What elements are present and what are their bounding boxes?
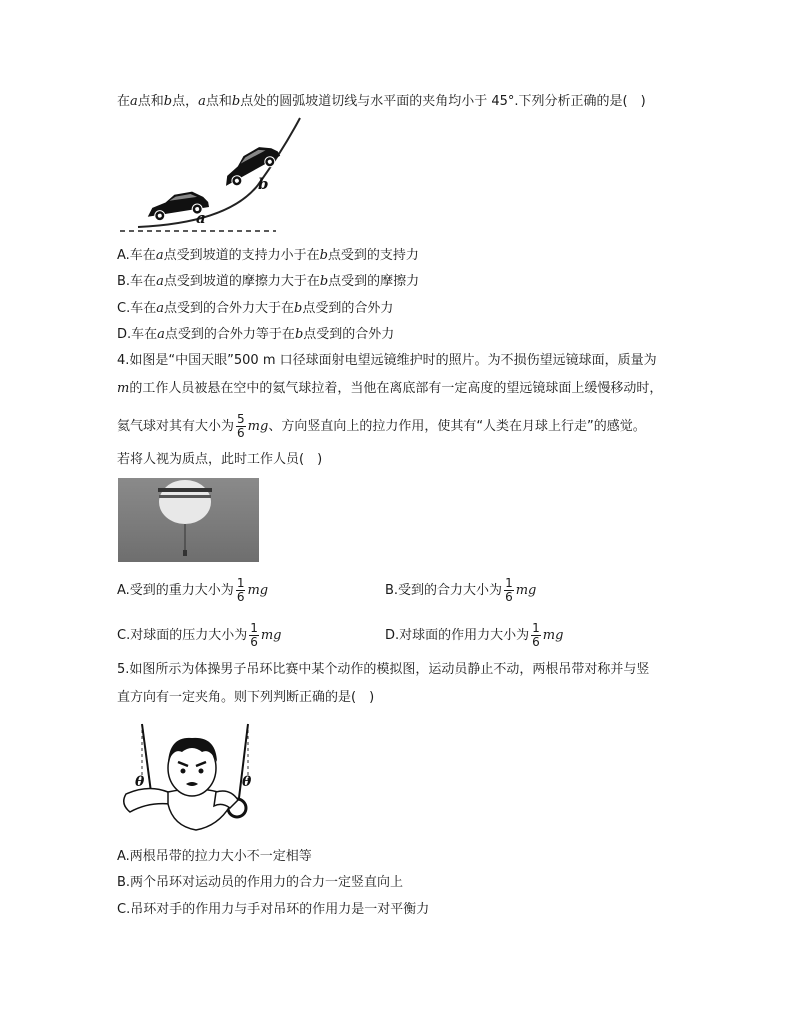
var-mg: mg	[247, 583, 269, 598]
gymnast-arm-right	[214, 791, 238, 808]
option-text: A.受到的重力大小为	[117, 583, 234, 598]
rings-figure	[118, 722, 258, 844]
var-mg: mg	[260, 628, 282, 643]
q4-stem-line1: 4.如图是“中国天眼”500 m 口径球面射电望远镜维护时的照片。为不损伤望远镜球面，质量为	[117, 353, 657, 368]
q5-stem-line2: 直方向有一定夹角。则下列判断正确的是( )	[117, 690, 375, 705]
q3-stem-part: 点和	[205, 94, 232, 109]
car-at-b	[218, 140, 283, 191]
label-b: b	[258, 175, 269, 193]
fraction-den: 6	[532, 635, 540, 649]
gymnast-eye-left	[181, 769, 186, 774]
q3-option-b[interactable]	[117, 273, 419, 291]
q4-option-d[interactable]	[385, 622, 563, 649]
q4-stem-text: 、方向竖直向上的拉力作用，使其有“人类在月球上行走”的感觉。	[268, 419, 646, 434]
option-text: 点受到的支持力	[327, 248, 419, 263]
option-text: C.对球面的压力大小为	[117, 628, 248, 643]
q5-stem-line1: 5.如图所示为体操男子吊环比赛中某个动作的模拟图，运动员静止不动，两根吊带对称并与竖	[117, 662, 650, 677]
ramp-figure	[118, 115, 308, 240]
option-var: a	[156, 274, 164, 289]
q4-option-b[interactable]	[385, 577, 536, 604]
option-text: A.车在	[117, 248, 156, 263]
q4-option-a[interactable]	[117, 577, 268, 604]
q3-var-b: b	[231, 94, 241, 109]
q4-option-c[interactable]	[117, 622, 282, 649]
fraction-den: 6	[237, 426, 245, 440]
option-text: 点受到的合外力大于在	[163, 301, 294, 316]
q5-option-b[interactable]: B.两个吊环对运动员的作用力的合力一定竖直向上	[117, 875, 404, 890]
q4-stem-line3	[117, 413, 646, 440]
q4-stem-text: 的工作人员被悬在空中的氦气球拉着，当他在离底部有一定高度的望远镜球面上缓慢移动时，	[129, 381, 663, 396]
q4-stem-line2	[117, 380, 662, 398]
q3-var-b: b	[163, 94, 173, 109]
fraction-num: 1	[505, 576, 513, 590]
q3-stem-part: 点和	[137, 94, 164, 109]
q3-option-d[interactable]	[117, 326, 394, 344]
q4-stem-line4: 若将人视为质点，此时工作人员( )	[117, 452, 323, 467]
option-var: b	[294, 301, 303, 316]
fraction	[236, 577, 246, 604]
option-var: b	[319, 248, 328, 263]
option-var: b	[319, 274, 329, 289]
q3-var-a: a	[198, 94, 206, 109]
fraction-num: 1	[250, 621, 258, 635]
label-a: a	[196, 209, 206, 227]
option-var: b	[294, 327, 304, 342]
q3-option-c[interactable]	[117, 300, 393, 318]
var-m: m	[117, 381, 130, 396]
option-text: B.车在	[117, 274, 157, 289]
option-var: a	[155, 248, 164, 263]
fraction	[531, 622, 541, 649]
option-var: a	[157, 327, 165, 342]
fraction-num: 1	[236, 576, 245, 590]
balloon-stripe	[159, 495, 211, 498]
theta-right-label: θ	[242, 774, 252, 790]
gymnast-eye-right	[199, 769, 204, 774]
fraction-den: 6	[505, 590, 513, 604]
q4-stem-text: 氦气球对其有大小为	[117, 419, 235, 434]
option-var: a	[156, 301, 164, 316]
fraction-num: 5	[237, 412, 245, 426]
q3-stem-part: 在	[117, 94, 131, 109]
option-text: 点受到的合外力等于在	[164, 327, 295, 342]
q3-stem	[117, 93, 646, 111]
option-text: D.对球面的作用力大小为	[385, 628, 530, 643]
balloon-stripe	[158, 488, 212, 492]
option-text: 点受到坡道的摩擦力大于在	[163, 274, 320, 289]
q5-option-a[interactable]: A.两根吊带的拉力大小不一定相等	[117, 849, 312, 864]
balloon-icon	[159, 480, 211, 524]
option-text: 点受到坡道的支持力小于在	[163, 248, 320, 263]
fraction	[236, 413, 246, 440]
fraction-num: 1	[532, 621, 540, 635]
q3-var-a: a	[130, 94, 138, 109]
option-text: D.车在	[117, 327, 158, 342]
fraction	[249, 622, 259, 649]
option-text: 点受到的摩擦力	[328, 274, 420, 289]
q3-option-a[interactable]	[117, 247, 419, 265]
option-text: 点受到的合外力	[302, 301, 394, 316]
var-mg: mg	[247, 419, 269, 434]
theta-left-label: θ	[135, 774, 145, 790]
option-text: C.车在	[117, 301, 157, 316]
q3-stem-part: 点，	[172, 94, 199, 109]
option-text: 点受到的合外力	[303, 327, 395, 342]
gymnast-arm-left	[124, 788, 170, 812]
fraction-den: 6	[236, 590, 245, 604]
fraction-den: 6	[250, 635, 258, 649]
var-mg: mg	[542, 628, 564, 643]
option-text: B.受到的合力大小为	[385, 583, 503, 598]
var-mg: mg	[515, 583, 537, 598]
balloon-photo	[118, 478, 259, 562]
balloon-photo-svg	[118, 478, 259, 562]
person-silhouette	[183, 550, 187, 556]
q3-stem-part: 点处的圆弧坡道切线与水平面的夹角均小于 45°.下列分析正确的是( )	[240, 94, 646, 109]
q5-option-c[interactable]: C.吊环对手的作用力与手对吊环的作用力是一对平衡力	[117, 902, 430, 917]
fraction	[504, 577, 514, 604]
